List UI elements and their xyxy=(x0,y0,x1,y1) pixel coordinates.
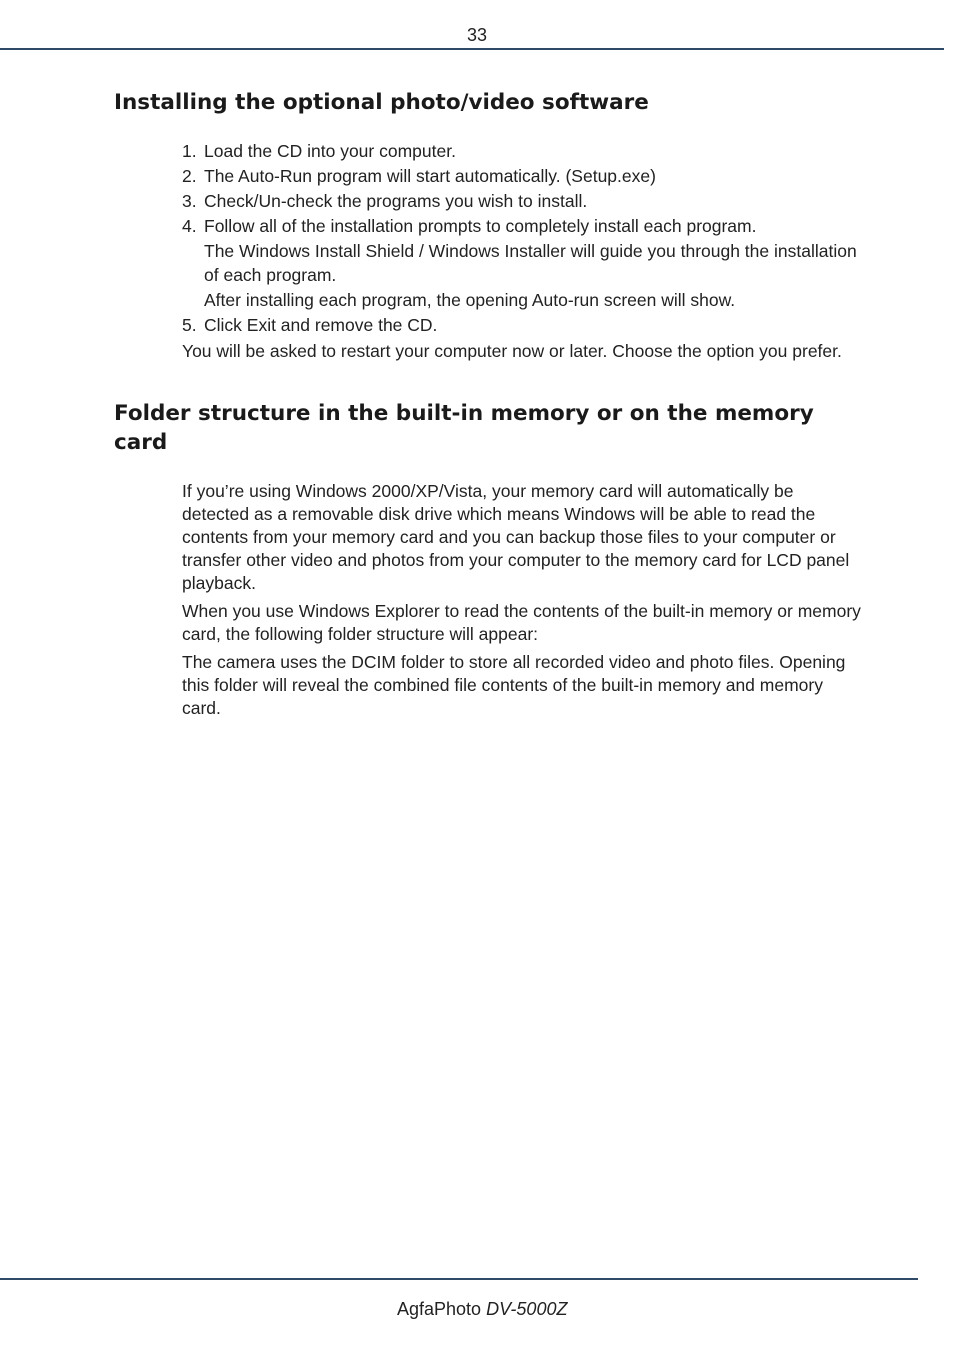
step-number: 3. xyxy=(182,191,197,211)
footer-brand: AgfaPhoto xyxy=(397,1299,482,1319)
footer-model: DV-5000Z xyxy=(486,1299,568,1319)
step-text: Follow all of the installation prompts to completely install each program. xyxy=(204,216,757,236)
step-number: 5. xyxy=(182,314,197,335)
restart-note: You will be asked to restart your computer now or later. Choose the option you prefer. xyxy=(182,341,842,361)
list-item xyxy=(182,215,862,312)
step-text: Click Exit and remove the CD. xyxy=(204,314,438,335)
list-item xyxy=(182,165,862,189)
footer-rule xyxy=(0,1278,918,1280)
section-heading-install: Installing the optional photo/video software xyxy=(114,90,649,115)
section-heading-folder-structure: Folder structure in the built-in memory or on the memory card xyxy=(114,401,814,455)
step-text: The Auto-Run program will start automatically. (Setup.exe) xyxy=(204,166,656,186)
paragraph-dcim-folder: The camera uses the DCIM folder to store all recorded video and photo files. Opening this folder will reveal the combined file contents of the built-in memory and memory card. xyxy=(182,652,846,718)
step-subtext: After installing each program, the opening Auto-run screen will show. xyxy=(204,289,736,310)
step-number: 1. xyxy=(182,141,197,161)
step-text: Load the CD into your computer. xyxy=(204,141,456,161)
paragraph-windows-explorer: When you use Windows Explorer to read the contents of the built-in memory or memory card, the following folder structure will appear: xyxy=(182,601,861,644)
step-subtext: The Windows Install Shield / Windows Installer will guide you through the installation of each program. xyxy=(204,241,857,285)
header-rule xyxy=(0,48,944,50)
list-item xyxy=(182,140,862,164)
list-item xyxy=(182,314,862,338)
step-text: Check/Un-check the programs you wish to install. xyxy=(204,191,588,211)
paragraph-memory-card: If you’re using Windows 2000/XP/Vista, your memory card will automatically be detected as a removable disk drive which means Windows will be able to read the contents from your memory card and you can backup those files to your computer or transfer other video and photos from your computer to the memory card for LCD panel playback. xyxy=(182,481,850,593)
page-number: 33 xyxy=(466,25,488,45)
list-item xyxy=(182,190,862,214)
install-steps-list xyxy=(182,140,862,339)
step-number: 4. xyxy=(182,216,197,236)
step-number: 2. xyxy=(182,166,197,186)
footer xyxy=(397,1299,567,1320)
